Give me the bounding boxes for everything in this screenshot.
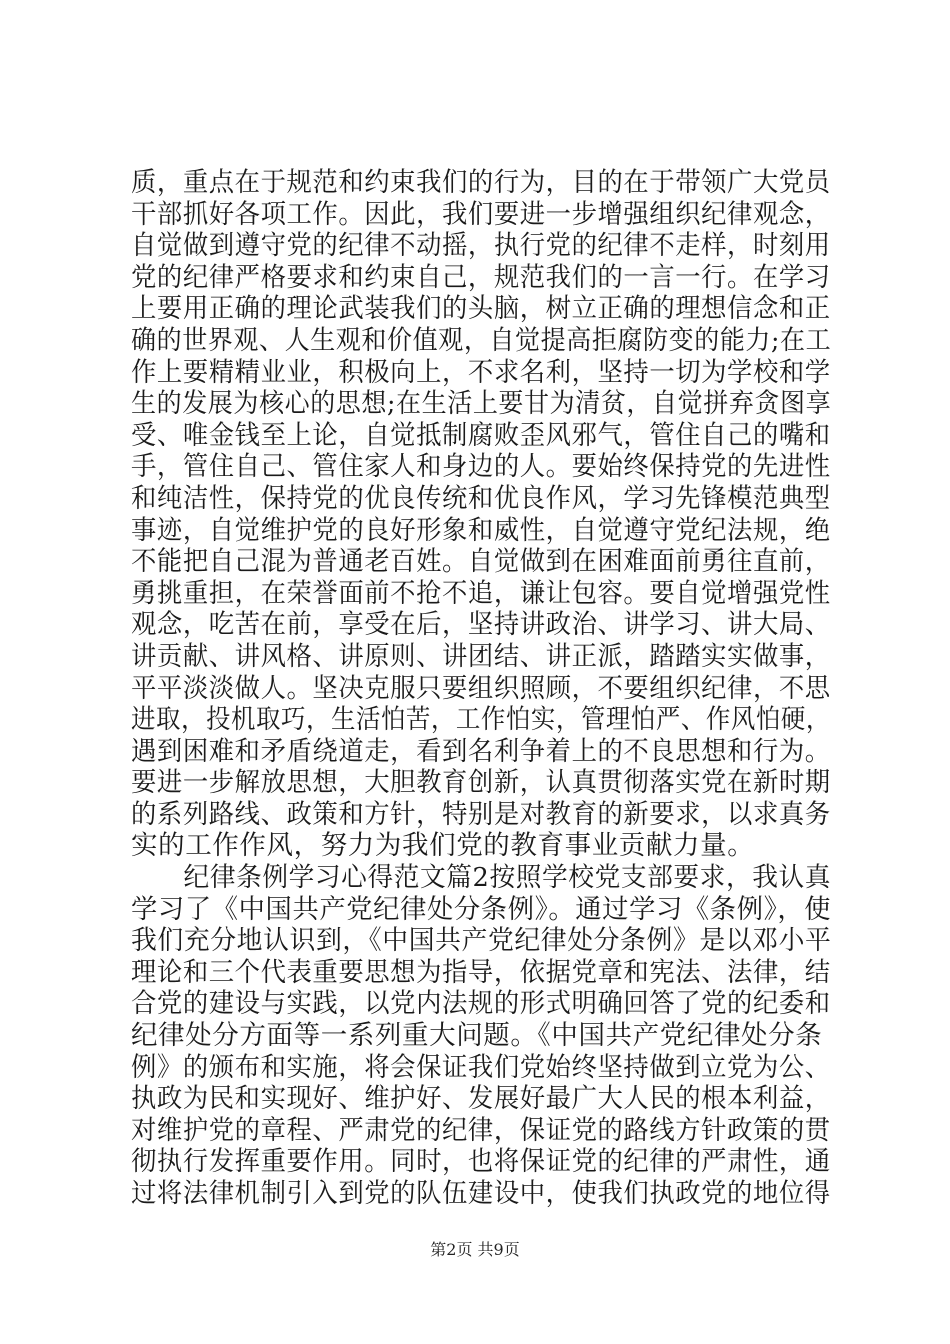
text-line: 理论和三个代表重要思想为指导，依据党章和宪法、法律，结 — [131, 956, 831, 988]
text-line: 学习了《中国共产党纪律处分条例》。通过学习《条例》，使 — [131, 893, 832, 925]
text-line: 作上要精精业业，积极向上，不求名利，坚持一切为学校和学 — [131, 356, 831, 388]
text-line: 生的发展为核心的思想;在生活上要甘为清贫，自觉拼弃贪图享 — [131, 388, 832, 420]
body-text — [131, 167, 831, 1210]
text-line: 手，管住自己、管住家人和身边的人。要始终保持党的先进性 — [131, 451, 831, 483]
text-line: 自觉做到遵守党的纪律不动摇，执行党的纪律不走样，时刻用 — [131, 230, 831, 262]
page-footer: 第2页 共9页 — [430, 1240, 520, 1259]
text-line: 党的纪律严格要求和约束自己，规范我们的一言一行。在学习 — [131, 261, 831, 293]
text-line: 彻执行发挥重要作用。同时，也将保证党的纪律的严肃性，通 — [131, 1146, 831, 1178]
text-line: 勇挑重担，在荣誉面前不抢不追，谦让包容。要自觉增强党性 — [131, 577, 831, 609]
text-line: 和纯洁性，保持党的优良传统和优良作风，学习先锋模范典型 — [131, 482, 831, 514]
text-line: 平平淡淡做人。坚决克服只要组织照顾，不要组织纪律，不思 — [131, 672, 831, 704]
text-line: 事迹，自觉维护党的良好形象和威性，自觉遵守党纪法规，绝 — [131, 514, 831, 546]
text-line: 例》的颁布和实施，将会保证我们党始终坚持做到立党为公、 — [131, 1051, 831, 1083]
text-line: 不能把自己混为普通老百姓。自觉做到在困难面前勇往直前， — [131, 546, 831, 578]
text-line: 纪律处分方面等一系列重大问题。《中国共产党纪律处分条 — [131, 1020, 823, 1052]
text-line: 要进一步解放思想，大胆教育创新，认真贯彻落实党在新时期 — [131, 767, 831, 799]
text-line: 质，重点在于规范和约束我们的行为，目的在于带领广大党员 — [131, 167, 831, 198]
text-line: 遇到困难和矛盾绕道走，看到名利争着上的不良思想和行为。 — [131, 735, 831, 767]
text-line: 上要用正确的理论武装我们的头脑，树立正确的理想信念和正 — [131, 293, 831, 325]
text-line: 实的工作作风，努力为我们党的教育事业贡献力量。 — [131, 830, 755, 862]
text-line: 对维护党的章程、严肃党的纪律，保证党的路线方针政策的贯 — [131, 1114, 831, 1146]
text-line: 我们充分地认识到，《中国共产党纪律处分条例》是以邓小平 — [131, 925, 832, 957]
text-line: 的系列路线、政策和方针，特别是对教育的新要求，以求真务 — [131, 798, 831, 830]
text-line: 执政为民和实现好、维护好、发展好最广大人民的根本利益， — [131, 1083, 831, 1115]
text-line: 进取，投机取巧，生活怕苦，工作怕实，管理怕严、作风怕硬， — [131, 704, 831, 736]
text-line: 讲贡献、讲风格、讲原则、讲团结、讲正派，踏踏实实做事， — [131, 640, 831, 672]
text-line: 纪律条例学习心得范文篇2按照学校党支部要求，我认真 — [131, 862, 832, 894]
text-line: 干部抓好各项工作。因此，我们要进一步增强组织纪律观念， — [131, 198, 831, 230]
text-line: 受、唯金钱至上论，自觉抵制腐败歪风邪气，管住自己的嘴和 — [131, 419, 831, 451]
text-line: 确的世界观、人生观和价值观，自觉提高拒腐防变的能力;在工 — [131, 324, 832, 356]
text-line: 观念，吃苦在前，享受在后，坚持讲政治、讲学习、讲大局、 — [131, 609, 831, 641]
text-line: 过将法律机制引入到党的队伍建设中，使我们执政党的地位得 — [131, 1178, 831, 1209]
text-line: 合党的建设与实践，以党内法规的形式明确回答了党的纪委和 — [131, 988, 831, 1020]
